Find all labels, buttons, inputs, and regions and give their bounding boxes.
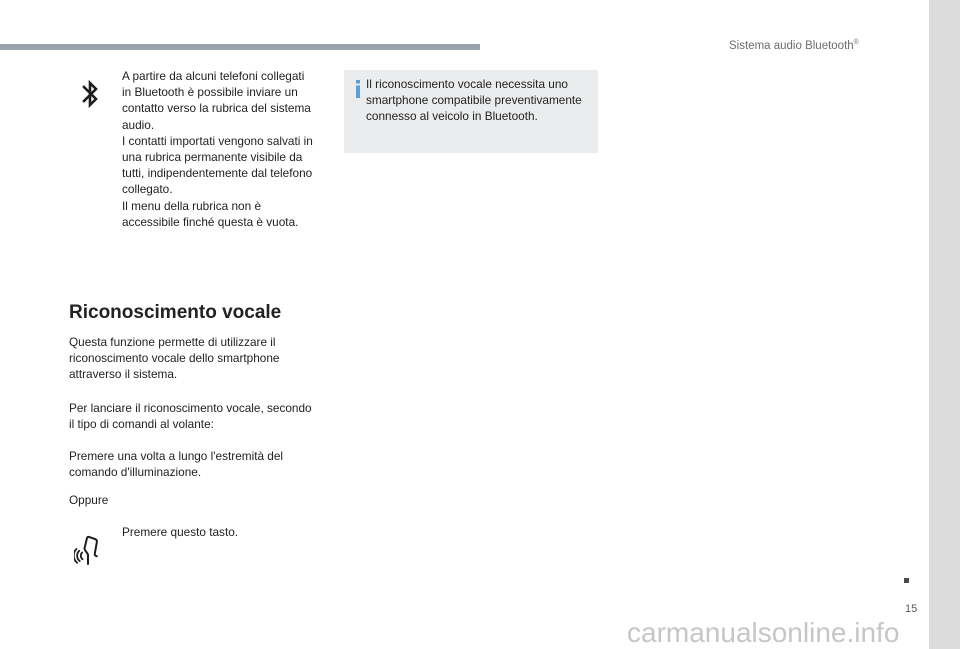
text-line: in Bluetooth è possibile inviare un [122,85,298,100]
info-note-text [366,76,594,125]
voice-launch-paragraph [69,400,339,432]
text-line: smartphone compatibile preventivamente [366,93,582,108]
text-line: accessibile finché questa è vuota. [122,214,299,229]
text-line: Il menu della rubrica non è [122,198,262,213]
header-bar [0,44,480,50]
text-line: Per lanciare il riconoscimento vocale, secondo [69,401,312,415]
text-line: A partire da alcuni telefoni collegati [122,69,305,83]
text-line: Il riconoscimento vocale necessita uno [366,77,568,91]
page-header-title [729,39,859,52]
text-line: comando d'illuminazione. [69,465,202,480]
or-text: Oppure [69,493,109,507]
header-title-text: Sistema audio Bluetooth [729,39,854,52]
text-line: I contatti importati vengono salvati in [122,133,313,148]
text-line: tutti, indipendentemente dal telefono [122,166,313,181]
text-line: connesso al veicolo in Bluetooth. [366,109,538,124]
text-line: audio. [122,117,155,132]
text-line: Premere una volta a lungo l'estremità del [69,449,284,463]
voice-intro-paragraph [69,334,329,383]
info-note-box [344,70,598,153]
info-icon [354,80,362,98]
text-line: contatto verso la rubrica del sistema [122,101,311,116]
button-instruction-text: Premere questo tasto. [122,525,239,539]
bluetooth-icon [79,78,101,110]
voice-command-icon [74,534,106,566]
text-line: il tipo di comandi al volante: [69,417,214,432]
text-line: riconoscimento vocale dello smartphone [69,351,280,366]
page-marker [904,578,909,583]
bluetooth-contacts-paragraph [122,68,327,230]
voice-press-paragraph [69,448,329,480]
watermark: carmanualsonline.info [627,617,900,648]
section-title-voice-recognition: Riconoscimento vocale [69,302,282,323]
text-line: una rubrica permanente visibile da [122,150,303,165]
page-number: 15 [905,603,918,615]
text-line: attraverso il sistema. [69,367,178,382]
page-side-band [929,0,960,649]
text-line: collegato. [122,182,173,197]
registered-mark: ® [853,39,859,46]
text-line: Questa funzione permette di utilizzare il [69,335,276,349]
